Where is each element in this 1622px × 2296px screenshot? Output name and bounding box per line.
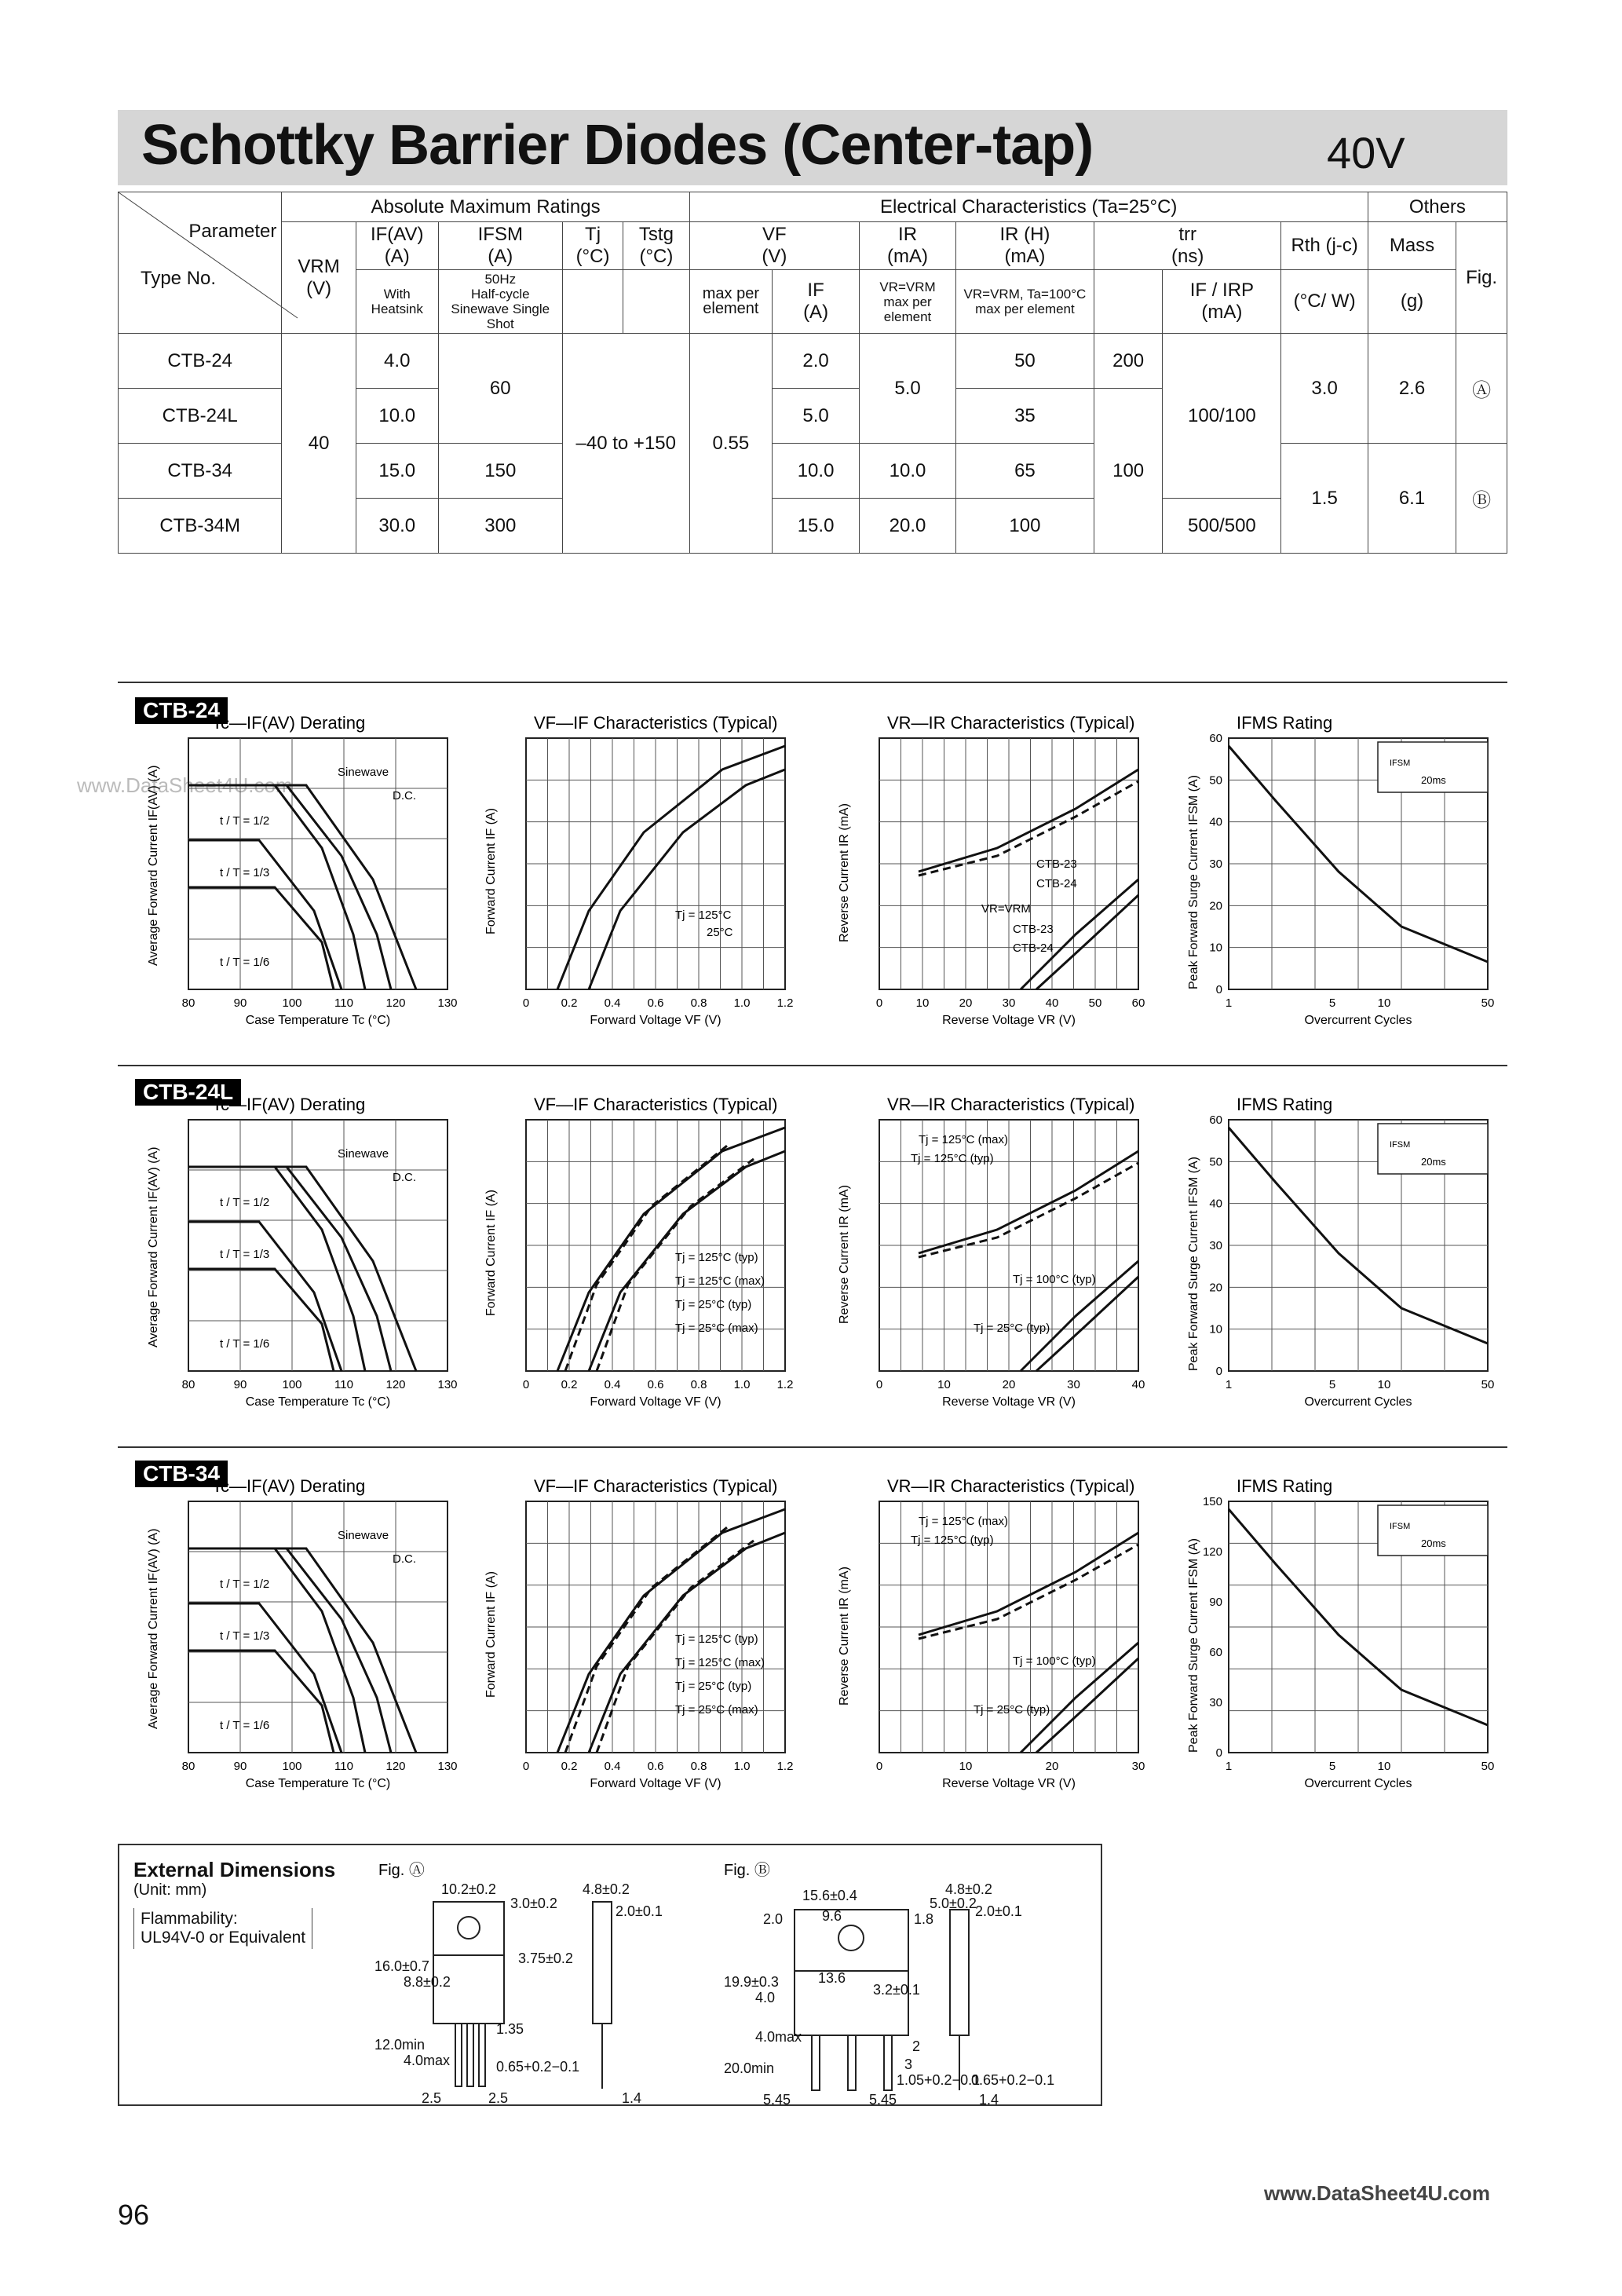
tick-label: 0.6 [647,1760,664,1773]
chart [824,1088,1145,1426]
svg-text:2.0±0.1: 2.0±0.1 [975,1903,1022,1919]
curve-label: Tj = 125°C (typ) [675,1632,758,1646]
tick-label: 130 [437,1760,458,1773]
tick-label: 30 [1209,1239,1222,1252]
tick-label: 1.2 [776,1760,794,1773]
tick-label: 120 [385,1760,406,1773]
axis-label: Forward Voltage VF (V) [590,1395,721,1409]
ifsm-sub: 50Hz Half-cycle Sinewave Single Shot [438,270,562,334]
tick-label: 10 [959,1760,973,1773]
tick-label: 0 [1215,1746,1222,1760]
chart-title: IFMS Rating [1237,1095,1333,1114]
tick-label: 0.8 [690,1760,707,1773]
curve-label: Tj = 125°C (typ) [675,1251,758,1264]
tick-label: 30 [1002,996,1016,1010]
svg-text:4.8±0.2: 4.8±0.2 [945,1881,992,1897]
tick-label: 0.6 [647,1378,664,1391]
dims-title: External Dimensions [133,1858,336,1881]
ifav-header: IF(AV) (A) [356,222,438,270]
tick-label: 120 [385,1378,406,1391]
ifsm-header: IFSM (A) [438,222,562,270]
svg-text:20.0min: 20.0min [724,2060,775,2076]
chart [1174,707,1495,1044]
svg-text:4.0max: 4.0max [404,2053,451,2068]
curve-label: t / T = 1/2 [220,1196,270,1209]
tick-label: 100 [282,996,302,1010]
curve-label: D.C. [393,789,416,803]
curve-label: Sinewave [338,1529,389,1542]
external-dimensions [118,1844,1102,2106]
tick-label: 20 [1209,1281,1222,1295]
plot-frame [188,1120,448,1371]
tick-label: 10 [1377,1378,1391,1391]
tick-label: 10 [915,996,930,1010]
tick-label: 90 [233,1378,247,1391]
curve-label: Tj = 125°C (max) [919,1133,1008,1146]
svg-text:1.05+0.2−0.1: 1.05+0.2−0.1 [897,2072,981,2088]
curve-label: D.C. [393,1552,416,1566]
page-number: 96 [118,2199,150,2231]
curve-label: t / T = 1/3 [220,866,270,879]
voltage-rating: 40V [1327,128,1405,177]
tick-label: 1 [1225,996,1233,1010]
svg-text:3.0±0.2: 3.0±0.2 [510,1896,557,1911]
inset-label: 20ms [1421,1156,1446,1168]
curve-label: CTB-23 [1036,857,1077,871]
tick-label: 90 [1209,1596,1222,1609]
axis-label: Forward Voltage VF (V) [590,1777,721,1790]
tick-label: 120 [385,996,406,1010]
axis-label: Reverse Voltage VR (V) [942,1777,1076,1790]
tick-label: 130 [437,996,458,1010]
tick-label: 90 [233,996,247,1010]
curve-label: 25°C [707,926,733,939]
curve-label: Sinewave [338,766,389,779]
chart-title: IFMS Rating [1237,1476,1333,1496]
svg-text:2.0±0.1: 2.0±0.1 [616,1903,663,1919]
trr-sub: IF / IRP (mA) [1163,270,1281,334]
chart [1174,1470,1495,1808]
svg-text:19.9±0.3: 19.9±0.3 [724,1974,779,1990]
axis-label: Forward Current IF (A) [484,1571,498,1698]
tj-header: Tj (°C) [562,222,623,270]
curve-label: t / T = 1/2 [220,814,270,828]
tick-label: 0 [875,1378,883,1391]
chart [471,1470,794,1808]
svg-text:3.75±0.2: 3.75±0.2 [518,1951,573,1966]
curve-label: t / T = 1/6 [220,1337,270,1351]
inset-label: IFSM [1390,1140,1411,1150]
table-row: CTB-34M 30.0 300 15.0 20.0 100 500/500 [119,499,1507,554]
axis-label: Overcurrent Cycles [1304,1777,1412,1790]
axis-label: Overcurrent Cycles [1304,1395,1412,1409]
chart-title: VF—IF Characteristics (Typical) [534,1095,778,1114]
tick-label: 1.0 [733,996,751,1010]
svg-text:1.4: 1.4 [622,2090,642,2106]
tick-label: 150 [1202,1495,1222,1508]
tick-label: 50 [1209,1155,1222,1169]
watermark-text: www.DataSheet4U.com [77,773,293,797]
tick-label: 30 [1209,1696,1222,1709]
tick-label: 60 [1209,1113,1222,1127]
svg-text:15.6±0.4: 15.6±0.4 [802,1888,857,1903]
table-row: CTB-24 40 4.0 60 –40 to +150 0.55 2.0 5.0 50 200 100/100 3.0 2.6 Ⓐ [119,334,1507,389]
vrm-header: VRM (V) [282,222,356,334]
type-no-label: Type No. [141,268,217,289]
chart-title: VF—IF Characteristics (Typical) [534,713,778,733]
tick-label: 90 [233,1760,247,1773]
svg-text:3: 3 [904,2057,913,2072]
tick-label: 20 [1209,899,1222,913]
tick-label: 0 [1215,983,1222,996]
svg-text:2.0: 2.0 [763,1911,784,1927]
curve-label: VR=VRM [981,902,1031,916]
tick-label: 10 [1209,941,1222,955]
tick-label: 50 [1088,996,1102,1010]
tick-label: 80 [181,1378,195,1391]
curve-label: Tj = 25°C (typ) [675,1680,752,1693]
curve [919,770,1138,872]
tick-label: 80 [181,1760,195,1773]
chart [824,707,1145,1044]
curve-label: t / T = 1/6 [220,956,270,969]
curve-label: Tj = 25°C (typ) [974,1703,1050,1717]
axis-label: Reverse Voltage VR (V) [942,1014,1076,1027]
svg-text:5.45: 5.45 [763,2092,791,2108]
ir-header: IR (mA) [860,222,956,270]
chart-title: Tc—IF(AV) Derating [212,1476,366,1496]
tick-label: 30 [1067,1378,1080,1391]
section-badge: CTB-24L [135,1079,241,1106]
curve-label: Tj = 100°C (typ) [1013,1654,1096,1668]
curve-label: t / T = 1/6 [220,1719,270,1732]
tick-label: 10 [1209,1322,1222,1336]
chart-title: VR—IR Characteristics (Typical) [887,713,1135,733]
curve-label: Tj = 125°C [675,909,732,922]
mass-header: Mass [1368,222,1456,270]
tick-label: 0 [522,1378,530,1391]
tick-label: 0 [522,996,530,1010]
svg-text:5.0±0.2: 5.0±0.2 [930,1896,977,1911]
chart-title: IFMS Rating [1237,713,1333,733]
tick-label: 0.2 [561,1378,578,1391]
mass-unit: (g) [1368,270,1456,334]
tick-label: 40 [1131,1378,1145,1391]
package-a-side [593,1902,612,2089]
curve [597,1541,754,1753]
svg-text:5.45: 5.45 [869,2092,897,2108]
ir-sub: VR=VRM max per element [860,270,956,334]
tick-label: 50 [1481,1760,1495,1773]
tick-label: 30 [1209,857,1222,871]
tick-label: 5 [1328,1378,1336,1391]
vf-sub: max per element [689,270,772,334]
tick-label: 110 [334,1760,353,1773]
chart-title: Tc—IF(AV) Derating [212,713,366,733]
tick-label: 20 [959,996,973,1010]
chart [1174,1088,1495,1426]
axis-label: Forward Current IF (A) [484,1190,498,1316]
tick-label: 110 [334,996,353,1010]
axis-label: Reverse Voltage VR (V) [942,1395,1076,1409]
fig-b-label: Fig. Ⓑ [724,1862,770,1879]
tick-label: 0.2 [561,996,578,1010]
tick-label: 0 [1215,1365,1222,1378]
axis-label: Overcurrent Cycles [1304,1014,1412,1027]
curve-label: Tj = 25°C (typ) [675,1298,752,1311]
curve-label: Tj = 125°C (max) [675,1656,765,1669]
axis-label: Peak Forward Surge Current IFSM (A) [1187,1538,1200,1753]
package-b-side [950,1910,969,2090]
abs-max-header: Absolute Maximum Ratings [282,192,689,222]
tick-label: 10 [1377,996,1391,1010]
svg-text:3.2±0.1: 3.2±0.1 [873,1982,920,1998]
tick-label: 60 [1209,732,1222,745]
svg-text:9.6: 9.6 [822,1908,842,1924]
tick-label: 10 [1377,1760,1391,1773]
tick-label: 0.8 [690,996,707,1010]
tick-label: 130 [437,1378,458,1391]
inset-label: 20ms [1421,774,1446,786]
axis-label: Average Forward Current IF(AV) (A) [147,765,160,966]
tick-label: 0.6 [647,996,664,1010]
svg-text:2.5: 2.5 [422,2090,442,2106]
svg-text:13.6: 13.6 [818,1970,846,1986]
svg-text:0.65+0.2−0.1: 0.65+0.2−0.1 [496,2059,580,2075]
axis-label: Forward Voltage VF (V) [590,1014,721,1027]
tick-label: 50 [1481,1378,1495,1391]
tick-label: 1.2 [776,996,794,1010]
svg-text:4.0max: 4.0max [755,2029,802,2045]
svg-text:2.5: 2.5 [488,2090,509,2106]
chart [471,707,794,1044]
fig-a-label: Fig. Ⓐ [378,1862,425,1879]
table-row: CTB-24L 10.0 5.0 35 100 [119,389,1507,444]
svg-text:1.4: 1.4 [979,2092,999,2108]
inset-label: 20ms [1421,1537,1446,1549]
curve-label: Tj = 125°C (typ) [911,1152,994,1165]
axis-label: Average Forward Current IF(AV) (A) [147,1528,160,1729]
curve-label: CTB-24 [1036,877,1077,890]
chart [133,1470,458,1808]
ifav-sub: With Heatsink [356,270,438,334]
svg-text:4.8±0.2: 4.8±0.2 [583,1881,630,1897]
tick-label: 1.2 [776,1378,794,1391]
page-title: Schottky Barrier Diodes (Center-tap) [141,114,1094,177]
chart-title: VR—IR Characteristics (Typical) [887,1476,1135,1496]
tick-label: 80 [181,996,195,1010]
curve-label: Tj = 25°C (typ) [974,1322,1050,1335]
chart-title: VF—IF Characteristics (Typical) [534,1476,778,1496]
tick-label: 40 [1209,1197,1222,1211]
svg-text:8.8±0.2: 8.8±0.2 [404,1974,451,1990]
tick-label: 0.4 [604,1760,621,1773]
title-banner [118,110,1507,185]
chart [824,1470,1145,1808]
tick-label: 100 [282,1378,302,1391]
axis-label: Reverse Current IR (mA) [838,1185,851,1324]
axis-label: Forward Current IF (A) [484,808,498,934]
axis-label: Reverse Current IR (mA) [838,1567,851,1706]
flammability-note: Flammability: UL94V-0 or Equivalent [133,1908,312,1949]
curve [597,1159,754,1371]
others-header: Others [1368,192,1507,222]
section-badge: CTB-34 [135,1461,228,1487]
tstg-header: Tstg (°C) [623,222,689,270]
tick-label: 0 [522,1760,530,1773]
if-header: IF (A) [773,270,860,334]
curve-label: t / T = 1/2 [220,1578,270,1591]
curve-label: D.C. [393,1171,416,1184]
svg-text:2: 2 [912,2038,921,2054]
tick-label: 20 [1045,1760,1059,1773]
irh-header: IR (H) (mA) [955,222,1094,270]
curve [188,1269,334,1371]
axis-label: Case Temperature Tc (°C) [245,1014,391,1027]
section-rule [118,682,1507,683]
tick-label: 40 [1045,996,1059,1010]
plot-frame [188,738,448,989]
chart [133,707,458,1044]
axis-label: Case Temperature Tc (°C) [245,1777,391,1790]
curve [589,770,785,989]
diagonal-line [119,192,298,318]
tick-label: 1 [1225,1760,1233,1773]
curve-label: Tj = 25°C (max) [675,1703,758,1717]
curve-label: Tj = 125°C (typ) [911,1534,994,1547]
curve [188,1651,334,1753]
tick-label: 50 [1209,773,1222,788]
axis-label: Peak Forward Surge Current IFSM (A) [1187,775,1200,989]
tick-label: 0.2 [561,1760,578,1773]
tick-label: 50 [1481,996,1495,1010]
tick-label: 100 [282,1760,302,1773]
tick-label: 1.0 [733,1760,751,1773]
tick-label: 0.4 [604,1378,621,1391]
tick-label: 5 [1328,996,1336,1010]
footer-url: www.DataSheet4U.com [1264,2181,1491,2205]
inset-label: IFSM [1390,1522,1411,1531]
curve-label: Sinewave [338,1147,389,1161]
rth-unit: (°C/ W) [1281,270,1368,334]
axis-label: Reverse Current IR (mA) [838,803,851,942]
header-corner [119,192,282,334]
curve-label: t / T = 1/3 [220,1629,270,1643]
svg-text:12.0min: 12.0min [374,2037,426,2053]
tick-label: 0.8 [690,1378,707,1391]
package-drawings [119,1845,1101,2108]
tick-label: 0 [875,1760,883,1773]
tick-label: 0 [875,996,883,1010]
parameter-label: Parameter [188,221,277,242]
tick-label: 60 [1131,996,1145,1010]
curve-label: CTB-23 [1013,923,1054,936]
curve-label: t / T = 1/3 [220,1248,270,1261]
package-b-front [795,1910,908,2090]
section-rule [118,1446,1507,1448]
curve-label: CTB-24 [1013,941,1054,955]
svg-text:1.8: 1.8 [914,1911,934,1927]
axis-label: Peak Forward Surge Current IFSM (A) [1187,1157,1200,1371]
elec-header: Electrical Characteristics (Ta=25°C) [689,192,1368,222]
section-rule [118,1065,1507,1066]
chart-title: Tc—IF(AV) Derating [212,1095,366,1114]
axis-label: Case Temperature Tc (°C) [245,1395,391,1409]
chart-title: VR—IR Characteristics (Typical) [887,1095,1135,1114]
axis-label: Average Forward Current IF(AV) (A) [147,1146,160,1347]
svg-text:4.0: 4.0 [755,1990,776,2005]
tick-label: 60 [1209,1646,1222,1659]
tick-label: 5 [1328,1760,1336,1773]
tick-label: 120 [1202,1545,1222,1559]
tick-label: 40 [1209,815,1222,829]
trr-header: trr (ns) [1094,222,1281,270]
irh-sub: VR=VRM, Ta=100°C max per element [955,270,1094,334]
curve-label: Tj = 25°C (max) [675,1322,758,1335]
chart [471,1088,794,1426]
svg-text:1.35: 1.35 [496,2021,524,2037]
vf-header: VF (V) [689,222,859,270]
rth-header: Rth (j-c) [1281,222,1368,270]
plot-frame [188,1501,448,1753]
tick-label: 110 [334,1378,353,1391]
svg-text:0.65+0.2−0.1: 0.65+0.2−0.1 [971,2072,1055,2088]
tick-label: 0.4 [604,996,621,1010]
dims-unit: (Unit: mm) [133,1881,207,1899]
curve-label: Tj = 100°C (typ) [1013,1273,1096,1286]
tick-label: 1.0 [733,1378,751,1391]
curve-label: Tj = 125°C (max) [919,1515,1008,1528]
dimension-labels [374,1881,1054,2108]
tick-label: 20 [1002,1378,1016,1391]
section-badge: CTB-24 [135,697,228,724]
table-row: CTB-34 15.0 150 10.0 10.0 65 1.5 6.1 Ⓑ [119,444,1507,499]
spec-table [118,192,1507,554]
inset-label: IFSM [1390,759,1411,768]
curve [919,1533,1138,1635]
fig-header: Fig. [1456,222,1507,334]
tick-label: 1 [1225,1378,1233,1391]
svg-text:16.0±0.7: 16.0±0.7 [374,1958,429,1974]
curve [919,1151,1138,1253]
tick-label: 10 [937,1378,951,1391]
tick-label: 30 [1131,1760,1145,1773]
curve-label: Tj = 125°C (max) [675,1274,765,1288]
svg-text:10.2±0.2: 10.2±0.2 [441,1881,496,1897]
curve [188,887,334,989]
chart [133,1088,458,1426]
